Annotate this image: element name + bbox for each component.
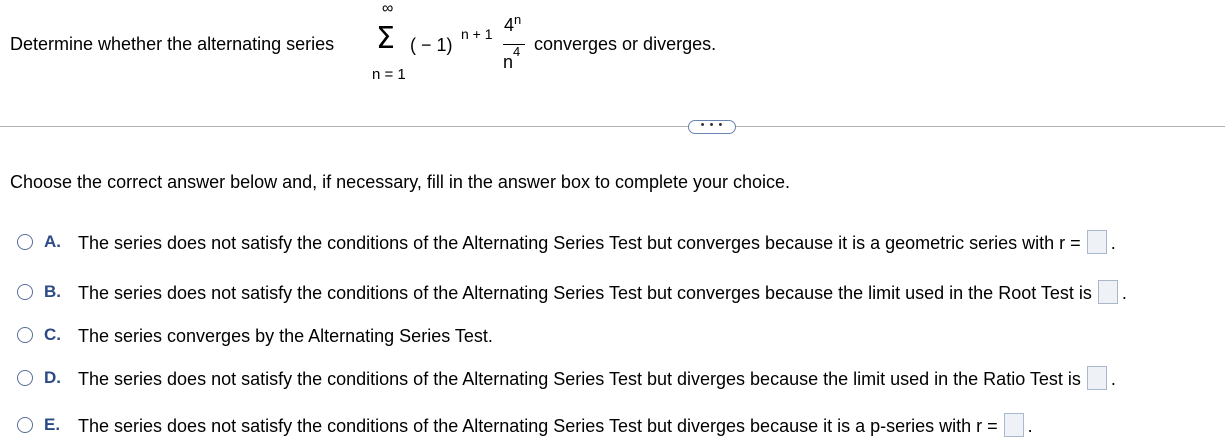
radio-button-a[interactable]	[17, 234, 33, 250]
radio-button-e[interactable]	[17, 417, 33, 433]
answer-input-box[interactable]	[1087, 230, 1107, 254]
option-text: The series does not satisfy the conditions of the Alternating Series Test but converges because it is a geometric series with r = .	[78, 233, 1116, 254]
answer-input-box[interactable]	[1004, 413, 1024, 437]
answer-input-box[interactable]	[1087, 366, 1107, 390]
alternating-term-exponent: n + 1	[461, 26, 493, 42]
series-fraction	[503, 0, 527, 112]
answer-input-box[interactable]	[1098, 280, 1118, 304]
option-letter: D.	[44, 368, 61, 387]
section-divider	[0, 126, 1225, 127]
summation-lower-limit: n = 1	[372, 66, 406, 83]
fraction-numerator: 4$^n$	[504, 12, 522, 35]
fraction-denominator: n 4	[503, 44, 521, 72]
expand-more-button[interactable]: • • •	[688, 120, 736, 134]
option-text: The series converges by the Alternating Series Test.	[78, 326, 493, 346]
summation-sigma: Σ	[376, 21, 395, 56]
option-letter: A.	[44, 232, 61, 251]
option-letter: C.	[44, 325, 61, 344]
option-text: The series does not satisfy the conditions of the Alternating Series Test but diverges because the limit used in the Ratio Test is .	[78, 369, 1116, 390]
summation-upper-limit: ∞	[382, 0, 394, 17]
numerator-exponent: n	[514, 12, 522, 27]
instruction-text: Choose the correct answer below and, if necessary, fill in the answer box to complete your choice.	[10, 172, 791, 192]
radio-button-c[interactable]	[17, 327, 33, 343]
option-text: The series does not satisfy the conditions of the Alternating Series Test but diverges because it is a p-series with r = .	[78, 416, 1033, 437]
denominator-exponent: 4	[513, 44, 521, 59]
option-text: The series does not satisfy the conditions of the Alternating Series Test but converges because the limit used in the Root Test is .	[78, 283, 1127, 304]
option-letter: B.	[44, 282, 61, 301]
alternating-term-base: ( − 1)	[410, 35, 453, 55]
summation	[370, 0, 422, 112]
question-suffix: converges or diverges.	[534, 34, 717, 54]
radio-button-d[interactable]	[17, 370, 33, 386]
question-prefix: Determine whether the alternating series	[10, 34, 335, 54]
radio-button-b[interactable]	[17, 284, 33, 300]
question-text	[10, 0, 1210, 112]
option-letter: E.	[44, 415, 61, 434]
